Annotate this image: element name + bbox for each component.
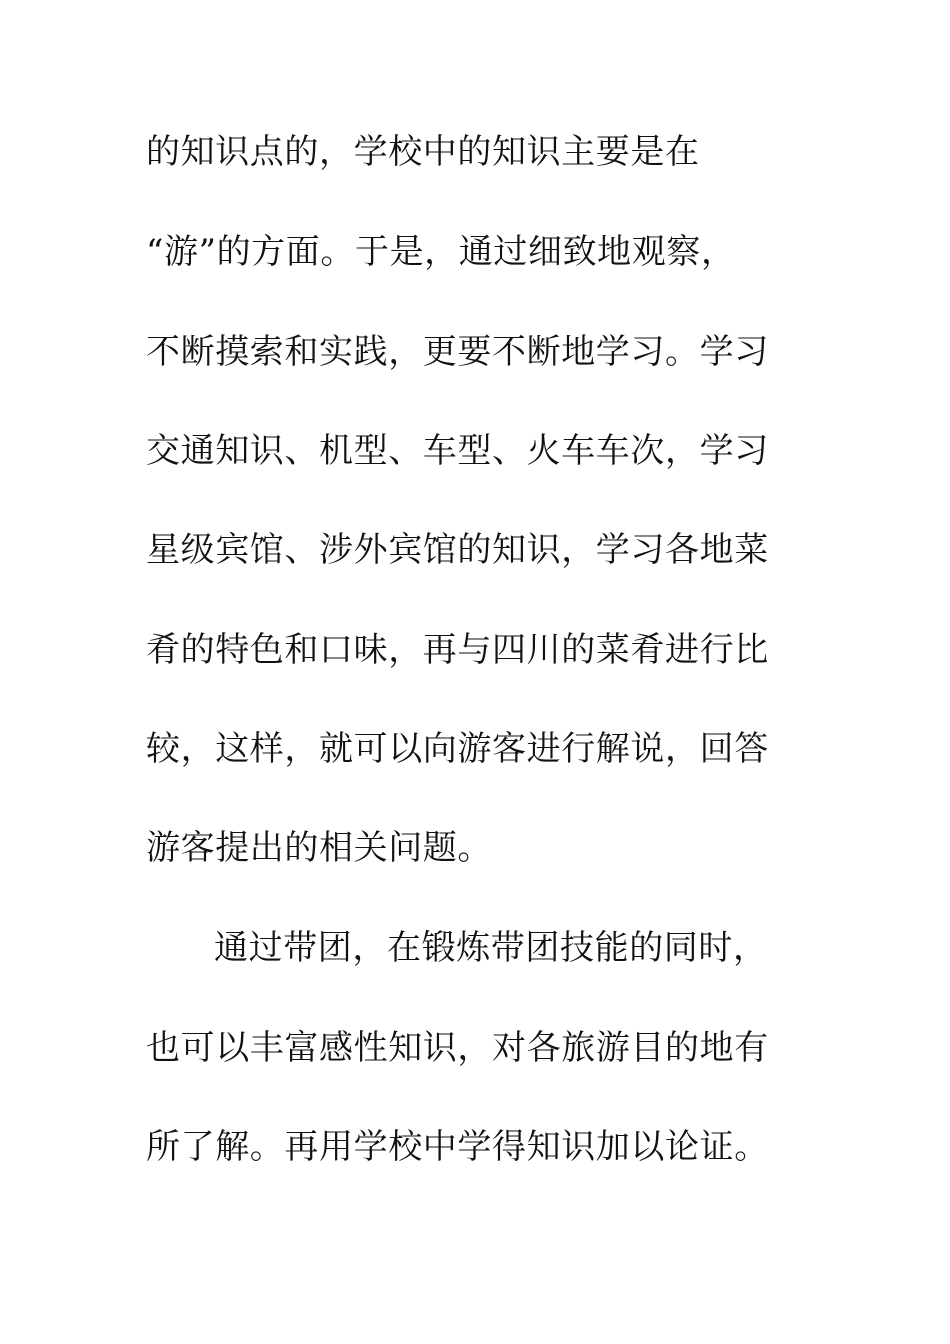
text-line-8: 游客提出的相关问题。: [146, 828, 492, 868]
text-line-5: 星级宾馆、涉外宾馆的知识，学习各地菜: [146, 530, 769, 570]
text-line-4: 交通知识、机型、车型、火车车次，学习: [146, 431, 769, 471]
text-line-2: “游”的方面。于是，通过细致地观察，: [146, 232, 736, 272]
text-line-10: 也可以丰富感性知识，对各旅游目的地有: [146, 1028, 769, 1068]
paragraph-first-line: 通过带团，在锻炼带团技能的同时，: [214, 928, 768, 968]
text-line-11: 所了解。再用学校中学得知识加以论证。: [146, 1127, 769, 1167]
text-line-1: 的知识点的，学校中的知识主要是在: [146, 132, 700, 172]
text-line-3: 不断摸索和实践，更要不断地学习。学习: [146, 332, 769, 372]
text-line-6: 肴的特色和口味，再与四川的菜肴进行比: [146, 630, 769, 670]
text-line-7: 较，这样，就可以向游客进行解说，回答: [146, 729, 769, 769]
